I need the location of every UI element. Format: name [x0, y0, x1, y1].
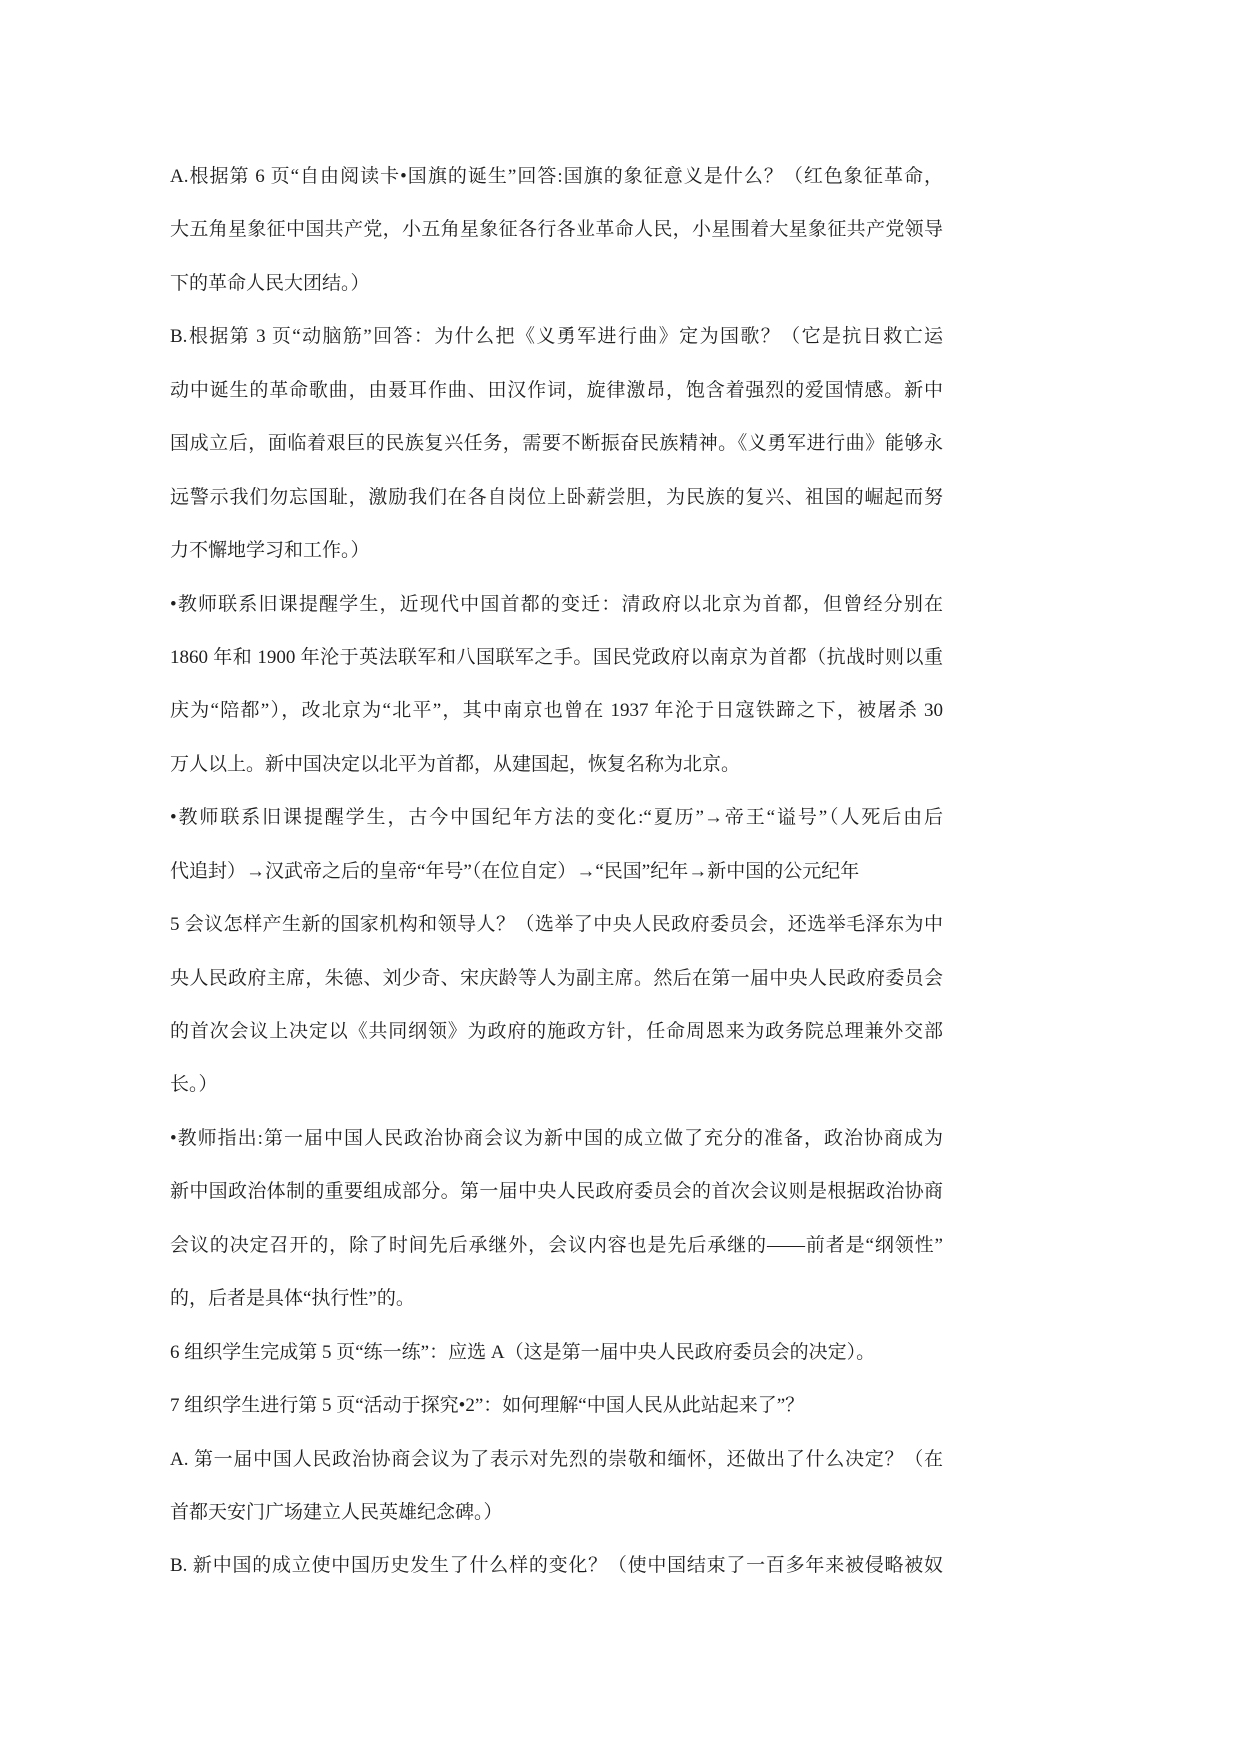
text-line: 新中国政治体制的重要组成部分。第一届中央人民政府委员会的首次会议则是根据政治协商 [170, 1181, 943, 1203]
text-line: 首都天安门广场建立人民英雄纪念碑。） [170, 1501, 503, 1523]
text-line: •教师联系旧课提醒学生，古今中国纪年方法的变化:“夏历”→帝王“谥号”（人死后由后 [170, 807, 943, 829]
text-line: 的，后者是具体“执行性”的。 [170, 1288, 415, 1310]
text-line: 下的革命人民大团结。） [170, 272, 370, 294]
text-line: •教师指出:第一届中国人民政治协商会议为新中国的成立做了充分的准备，政治协商成为 [170, 1127, 943, 1149]
text-line: 长。） [170, 1074, 218, 1096]
text-line: 央人民政府主席，朱德、刘少奇、宋庆龄等人为副主席。然后在第一届中央人民政府委员会 [170, 967, 943, 989]
text-line: 1860 年和 1900 年沦于英法联军和八国联军之手。国民党政府以南京为首都（抗战时则以重 [170, 646, 943, 668]
text-line: B. 新中国的成立使中国历史发生了什么样的变化？（使中国结束了一百多年来被侵略被奴 [170, 1555, 943, 1577]
text-line: 5 会议怎样产生新的国家机构和领导人？（选举了中央人民政府委员会，还选举毛泽东为中 [170, 914, 943, 936]
text-line: 万人以上。新中国决定以北平为首都，从建国起，恢复名称为北京。 [170, 753, 741, 775]
text-line: 力不懈地学习和工作。） [170, 540, 370, 562]
text-line: A.根据第 6 页“自由阅读卡•国旗的诞生”回答:国旗的象征意义是什么？（红色象征革命， [170, 166, 943, 187]
text-line: 国成立后，面临着艰巨的民族复兴任务，需要不断振奋民族精神。《义勇军进行曲》能够永 [170, 433, 943, 455]
text-line: 7 组织学生进行第 5 页“活动于探究•2”：如何理解“中国人民从此站起来了”？ [170, 1395, 805, 1417]
text-line: B.根据第 3 页“动脑筋”回答：为什么把《义勇军进行曲》定为国歌？（它是抗日救亡运 [170, 326, 943, 348]
text-line: 庆为“陪都”），改北京为“北平”，其中南京也曾在 1937 年沦于日寇铁蹄之下，被屠杀 30 [170, 700, 943, 722]
document-body [170, 150, 943, 1593]
text-line: 动中诞生的革命歌曲，由聂耳作曲、田汉作词，旋律激昂，饱含着强烈的爱国情感。新中 [170, 379, 943, 401]
text-line: A. 第一届中国人民政治协商会议为了表示对先烈的崇敬和缅怀，还做出了什么决定？（在 [170, 1448, 943, 1470]
text-line: 6 组织学生完成第 5 页“练一练”：应选 A（这是第一届中央人民政府委员会的决定）。 [170, 1341, 876, 1363]
text-line: 远警示我们勿忘国耻，激励我们在各自岗位上卧薪尝胆，为民族的复兴、祖国的崛起而努 [170, 486, 943, 508]
text-line: •教师联系旧课提醒学生，近现代中国首都的变迁：清政府以北京为首都，但曾经分别在 [170, 593, 943, 615]
text-line: 的首次会议上决定以《共同纲领》为政府的施政方针，任命周恩来为政务院总理兼外交部 [170, 1021, 943, 1042]
text-line: 代追封）→汉武帝之后的皇帝“年号”（在位自定）→“民国”纪年→新中国的公元纪年 [170, 860, 860, 882]
text-line: 大五角星象征中国共产党，小五角星象征各行各业革命人民，小星围着大星象征共产党领导 [170, 219, 943, 241]
text-line: 会议的决定召开的，除了时间先后承继外，会议内容也是先后承继的——前者是“纲领性” [170, 1234, 943, 1256]
